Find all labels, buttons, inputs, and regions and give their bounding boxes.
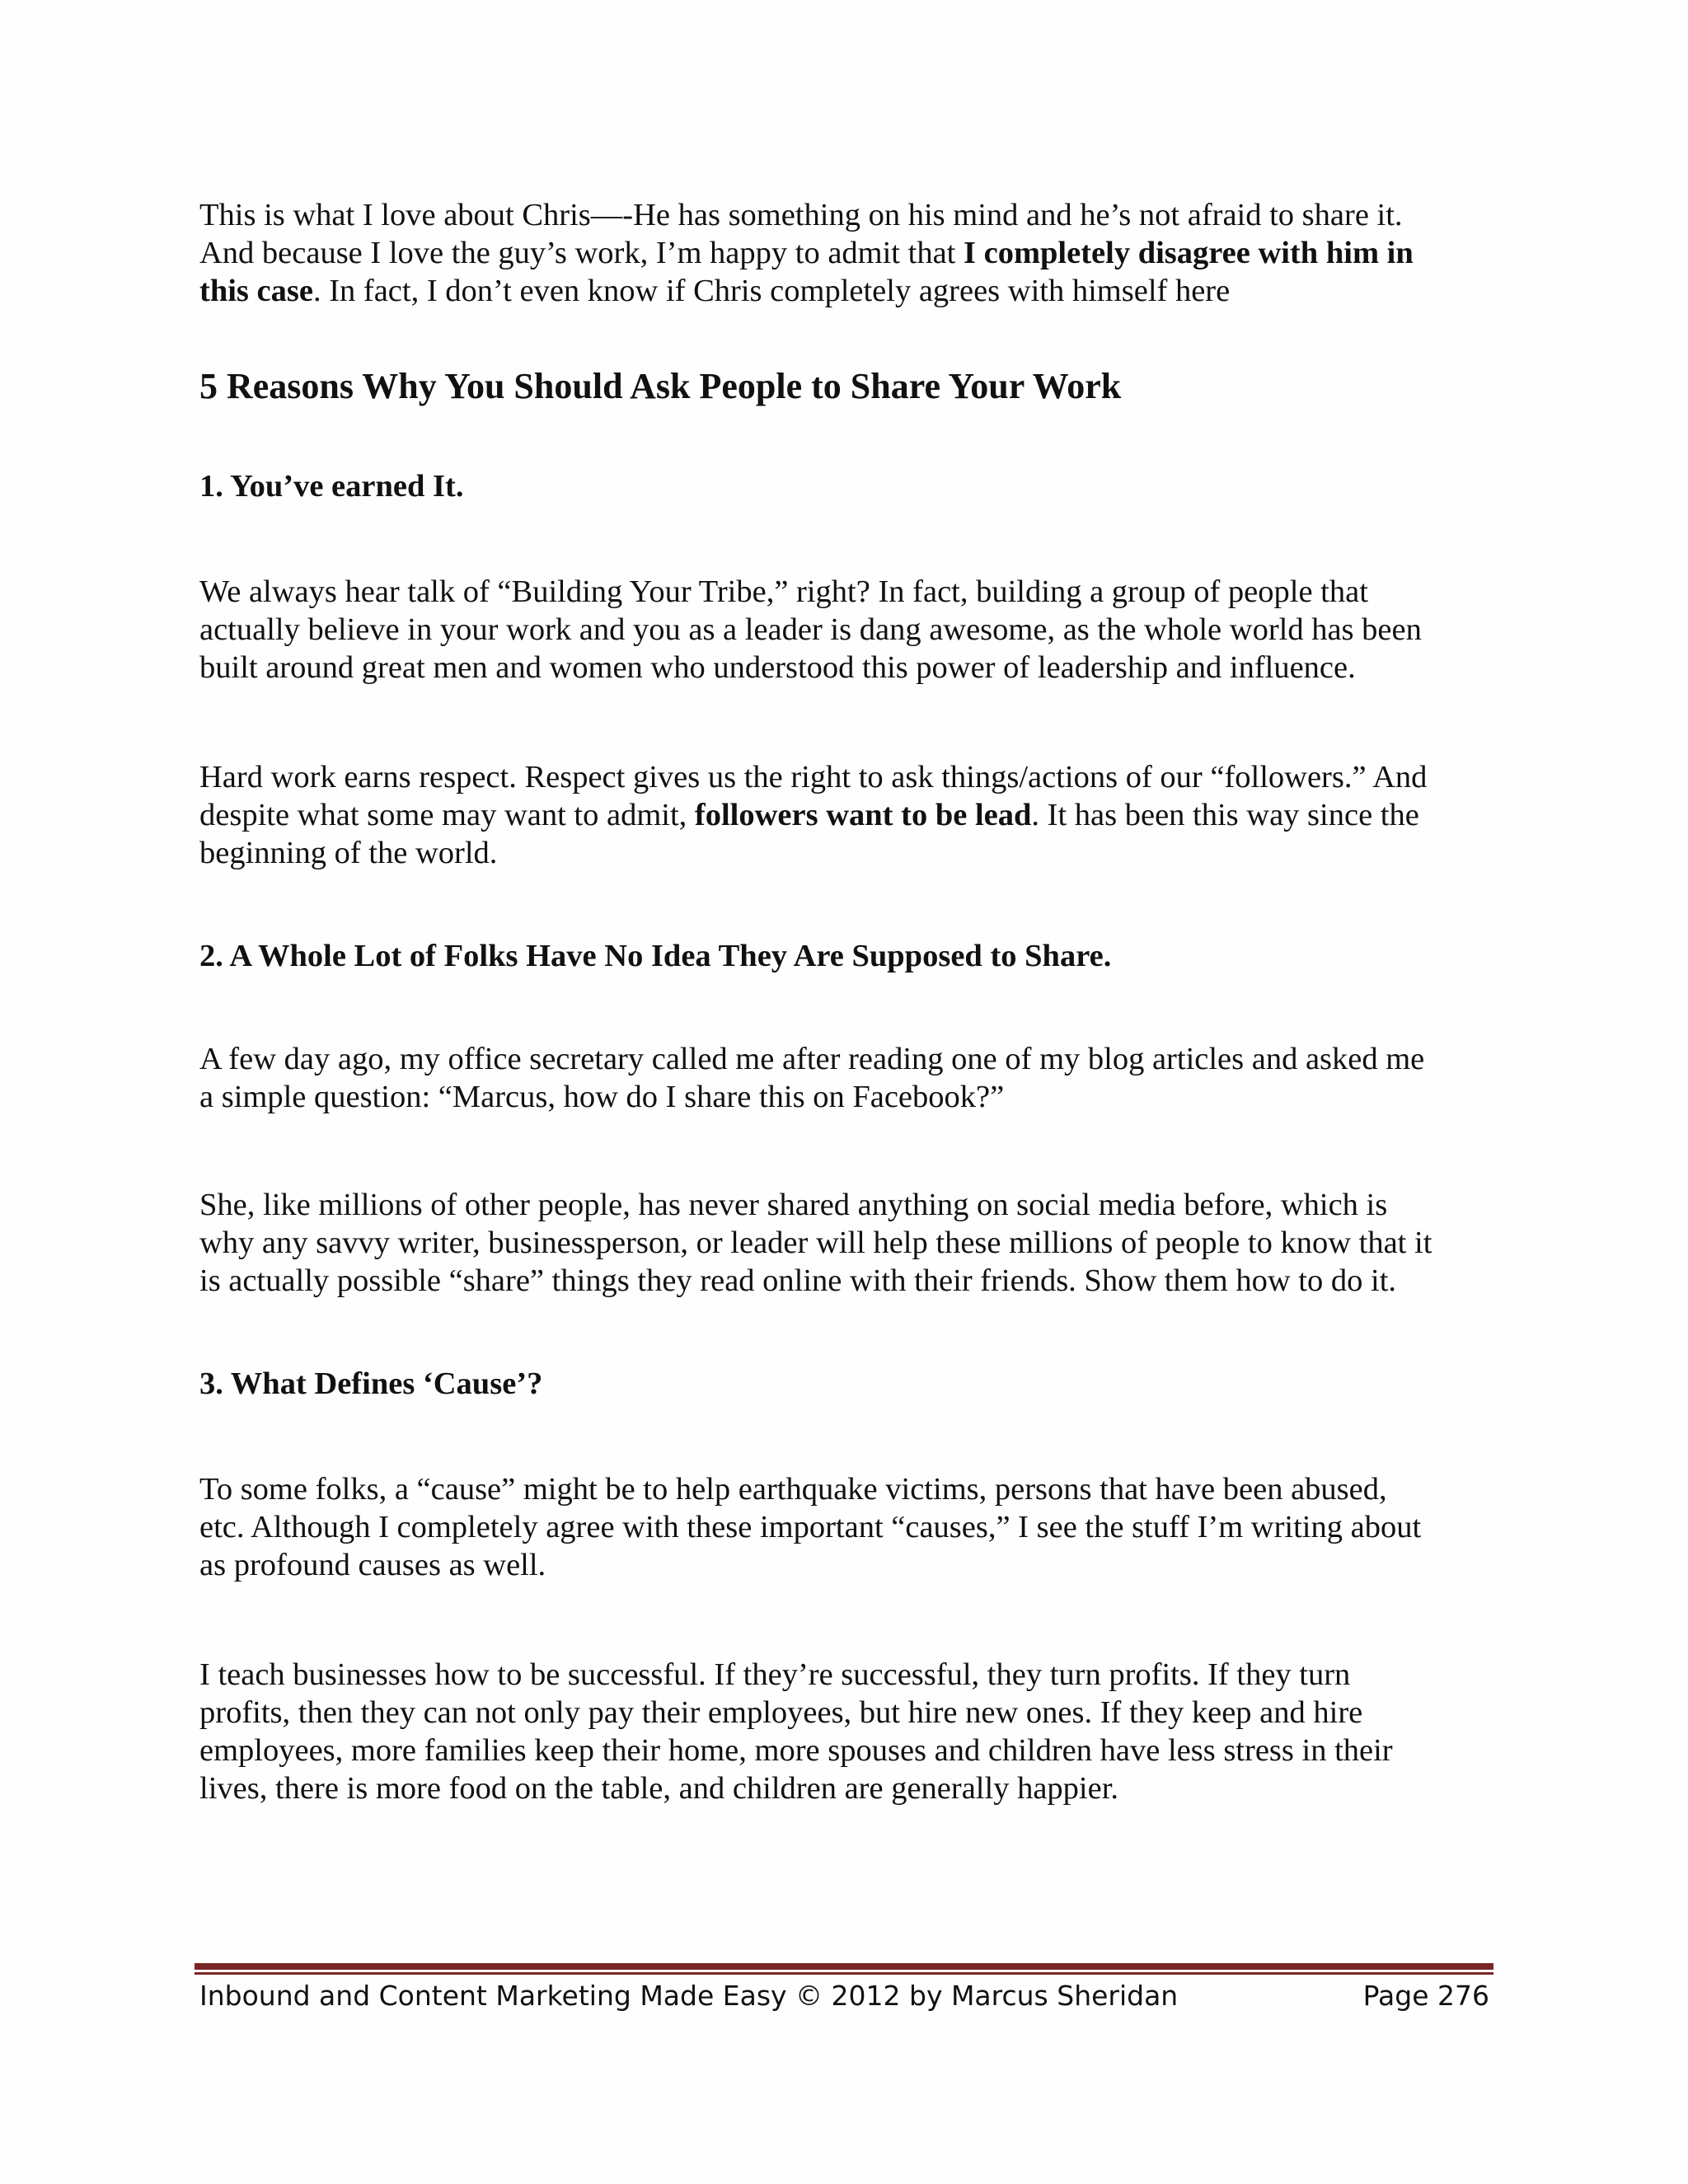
reason-1-p1-line-3: built around great men and women who understood this power of leadership and influence. — [199, 650, 1356, 685]
reason-3-p1-line-2: etc. Although I completely agree with these important “causes,” I see the stuff I’m writing about — [199, 1510, 1422, 1544]
page-content — [199, 196, 1498, 1807]
reason-1-paragraph-2 — [199, 758, 1498, 872]
section-title: 5 Reasons Why You Should Ask People to Share Your Work — [199, 366, 1122, 406]
reason-1-p1-line-2: actually believe in your work and you as a leader is dang awesome, as the whole world has been — [199, 612, 1422, 647]
intro-paragraph — [199, 196, 1498, 310]
reason-3-p2-line-3: employees, more families keep their home, more spouses and children have less stress in their — [199, 1733, 1393, 1768]
reason-3-paragraph-1 — [199, 1470, 1498, 1584]
footer-page-number: Page 276 — [1362, 1980, 1489, 2012]
reason-3-heading: 3. What Defines ‘Cause’? — [199, 1366, 543, 1401]
reason-2-p1-line-2: a simple question: “Marcus, how do I share this on Facebook?” — [199, 1080, 1005, 1114]
intro-line-3 — [199, 272, 1498, 310]
reason-2-p2-line-2: why any savvy writer, businessperson, or leader will help these millions of people to know that it — [199, 1226, 1432, 1260]
intro-line-2-text: And because I love the guy’s work, I’m happy to admit that — [199, 236, 964, 270]
reason-1-p2-line-2-pre: despite what some may want to admit, — [199, 798, 695, 832]
reason-3-p2-line-4: lives, there is more food on the table, and children are generally happier. — [199, 1771, 1119, 1806]
footer-divider-thin — [195, 1972, 1493, 1975]
reason-1-p2-line-1: Hard work earns respect. Respect gives us the right to ask things/actions of our “followers.” And — [199, 760, 1428, 794]
reason-3-p1-line-3: as profound causes as well. — [199, 1548, 546, 1582]
reason-3-p2-line-1: I teach businesses how to be successful. If they’re successful, they turn profits. If they turn — [199, 1657, 1351, 1692]
footer-divider-thick — [195, 1963, 1493, 1970]
reason-2-heading: 2. A Whole Lot of Folks Have No Idea They Are Supposed to Share. — [199, 939, 1112, 973]
intro-line-2-bold: I completely disagree with him in — [964, 236, 1414, 270]
intro-line-3-bold: this case — [199, 274, 313, 308]
reason-1-p2-line-2-post: . It has been this way since the — [1031, 798, 1419, 832]
reason-1-p2-line-3: beginning of the world. — [199, 836, 498, 870]
reason-1-heading: 1. You’ve earned It. — [199, 469, 464, 504]
reason-1-paragraph-1 — [199, 573, 1498, 687]
reason-1-p2-line-2-bold: followers want to be lead — [694, 798, 1032, 832]
intro-line-1: This is what I love about Chris—-He has something on his mind and he’s not afraid to share it. — [199, 198, 1403, 232]
reason-3-paragraph-2 — [199, 1656, 1498, 1807]
reason-3-p1-line-1: To some folks, a “cause” might be to help earthquake victims, persons that have been abused, — [199, 1472, 1387, 1507]
intro-line-3-text: . In fact, I don’t even know if Chris completely agrees with himself here — [312, 274, 1231, 308]
reason-2-p2-line-1: She, like millions of other people, has never shared anything on social media before, which is — [199, 1188, 1388, 1222]
footer-copyright: Inbound and Content Marketing Made Easy © 2012 by Marcus Sheridan — [199, 1980, 1179, 2012]
reason-2-p1-line-1: A few day ago, my office secretary called me after reading one of my blog articles and asked me — [199, 1042, 1425, 1076]
reason-1-p2-line-2 — [199, 796, 1498, 834]
reason-1-p1-line-1: We always hear talk of “Building Your Tribe,” right? In fact, building a group of people that — [199, 574, 1368, 609]
reason-2-paragraph-1 — [199, 1040, 1498, 1116]
reason-3-p2-line-2: profits, then they can not only pay their employees, but hire new ones. If they keep and hire — [199, 1695, 1363, 1730]
intro-line-2 — [199, 234, 1498, 272]
reason-2-paragraph-2 — [199, 1186, 1498, 1300]
reason-2-p2-line-3: is actually possible “share” things they read online with their friends. Show them how to do it. — [199, 1263, 1397, 1298]
